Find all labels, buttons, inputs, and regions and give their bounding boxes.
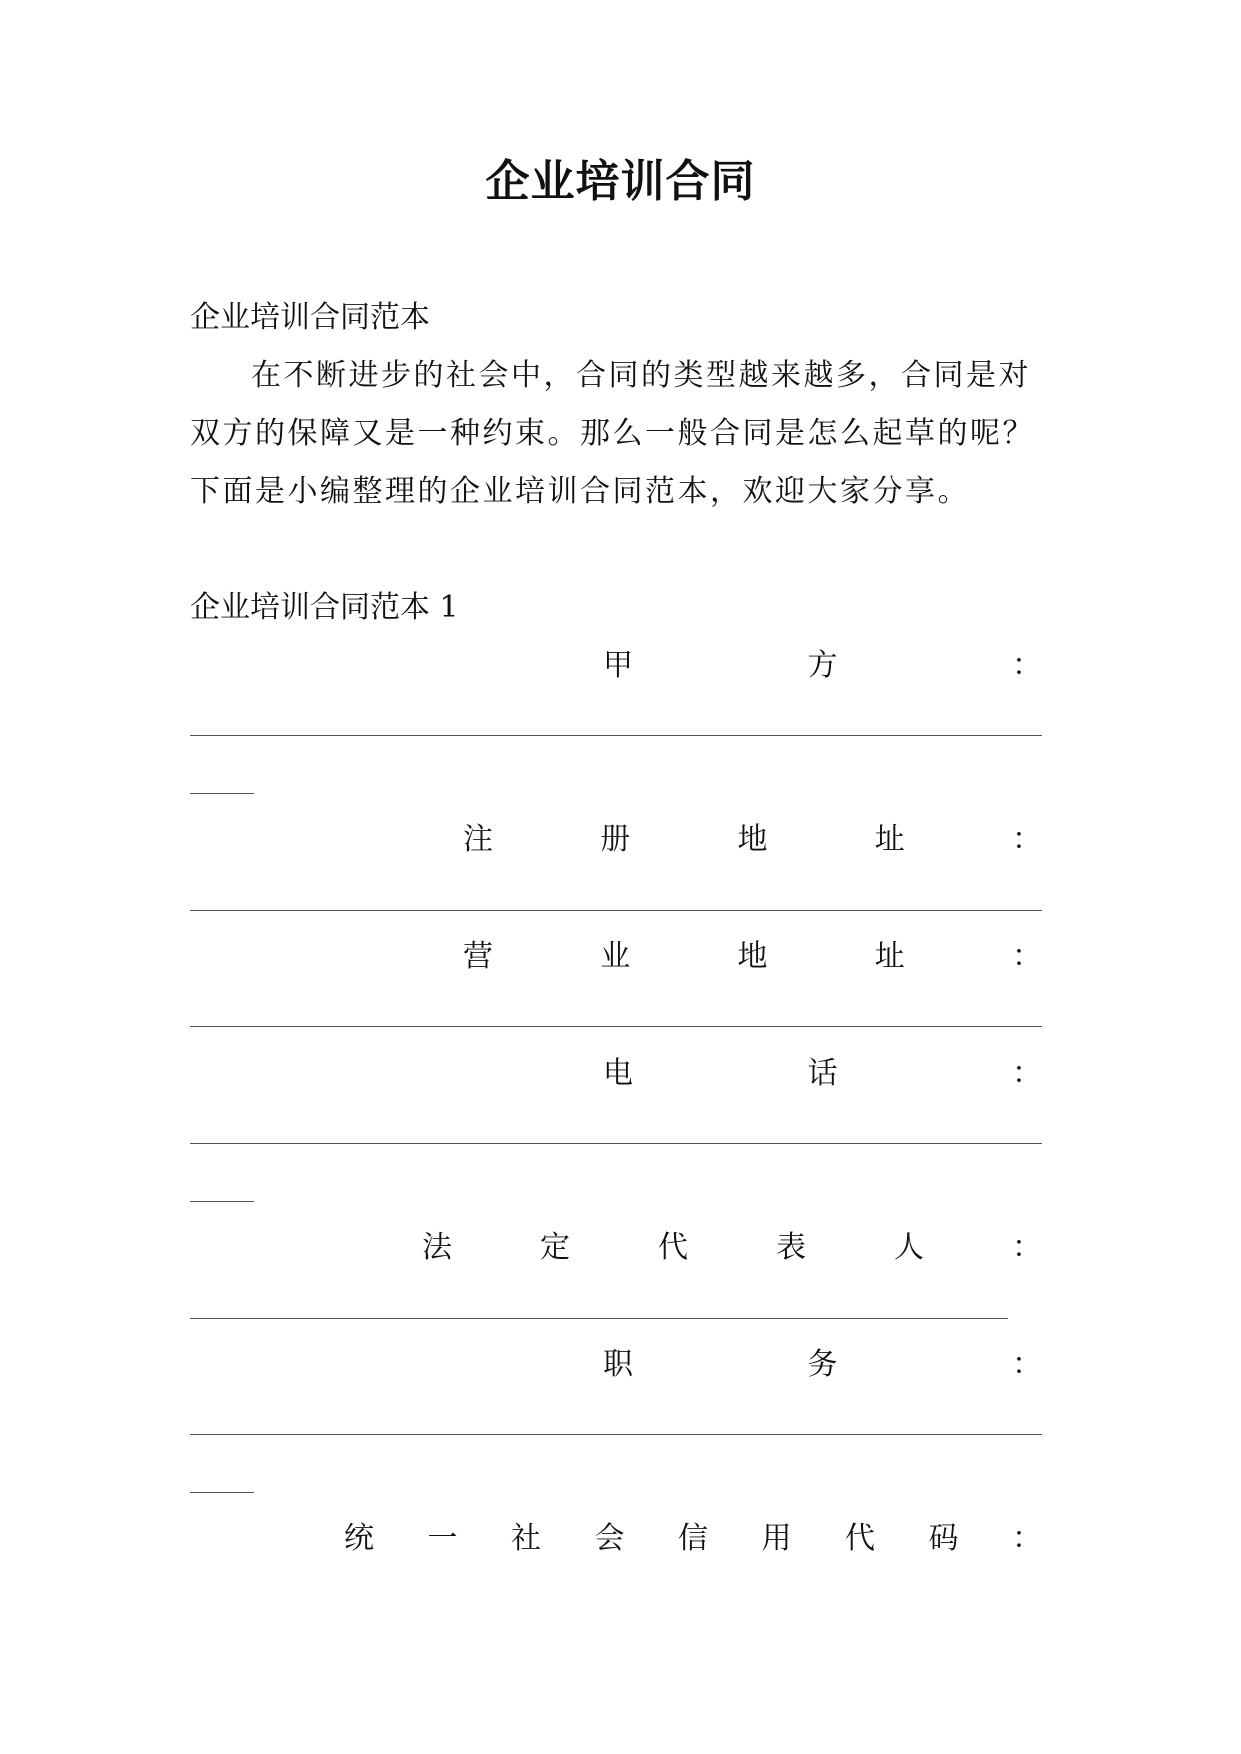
label-char: 码	[928, 1521, 959, 1556]
label-char: 用	[761, 1521, 792, 1556]
label-char: ：	[1012, 939, 1042, 974]
intro-line: 双方的保障又是一种约束。那么一般合同是怎么起草的呢？	[190, 416, 1035, 451]
label-char: 社	[511, 1521, 541, 1556]
field-label-legal-representative	[422, 1228, 1042, 1268]
label-char: 代	[845, 1521, 875, 1556]
label-char: 营	[463, 939, 493, 974]
label-char: 一	[427, 1521, 458, 1556]
label-char: ：	[1012, 822, 1042, 857]
label-char: 注	[463, 822, 493, 857]
label-char: 址	[874, 939, 905, 974]
document-subtitle: 企业培训合同范本	[190, 300, 430, 335]
label-char: 地	[737, 939, 768, 974]
label-char: 法	[422, 1230, 452, 1265]
label-char: 信	[678, 1521, 708, 1556]
label-char: ：	[1012, 1056, 1042, 1091]
label-char: 甲	[603, 648, 633, 683]
field-label-registered-address	[463, 820, 1042, 860]
label-char: 统	[344, 1521, 374, 1556]
legal-representative-blank-line[interactable]	[190, 1318, 1008, 1319]
field-label-business-address	[463, 937, 1042, 977]
label-char: 册	[600, 822, 631, 857]
label-char: ：	[1012, 1521, 1042, 1556]
label-char: 地	[737, 822, 768, 857]
intro-line: 在不断进步的社会中，合同的类型越来越多，合同是对	[251, 358, 1031, 393]
field-label-credit-code	[344, 1519, 1042, 1559]
phone-blank-line[interactable]	[190, 1143, 1042, 1144]
party-a-blank-line[interactable]	[190, 735, 1042, 736]
label-char: 电	[603, 1056, 633, 1091]
party-a-blank-line-continued[interactable]	[190, 793, 254, 794]
page-title: 企业培训合同	[485, 156, 756, 207]
registered-address-blank-line[interactable]	[190, 910, 1042, 911]
phone-blank-line-continued[interactable]	[190, 1201, 254, 1202]
position-blank-line-continued[interactable]	[190, 1492, 254, 1493]
field-label-position	[603, 1345, 1042, 1385]
label-char: 职	[603, 1347, 633, 1382]
business-address-blank-line[interactable]	[190, 1026, 1042, 1027]
intro-line: 下面是小编整理的企业培训合同范本，欢迎大家分享。	[190, 474, 970, 509]
label-char: 会	[594, 1521, 625, 1556]
label-char: 人	[894, 1230, 924, 1265]
label-char: 址	[874, 822, 905, 857]
label-char: 话	[807, 1056, 838, 1091]
field-label-party-a	[603, 646, 1042, 686]
label-char: 表	[776, 1230, 806, 1265]
field-label-phone	[603, 1054, 1042, 1094]
label-char: ：	[1012, 648, 1042, 683]
position-blank-line[interactable]	[190, 1434, 1042, 1435]
label-char: 代	[658, 1230, 688, 1265]
label-char: 业	[600, 939, 631, 974]
section-heading: 企业培训合同范本 1	[190, 590, 459, 625]
label-char: 定	[540, 1230, 570, 1265]
label-char: ：	[1012, 1347, 1042, 1382]
label-char: ：	[1012, 1230, 1042, 1265]
label-char: 务	[807, 1347, 838, 1382]
label-char: 方	[807, 648, 838, 683]
